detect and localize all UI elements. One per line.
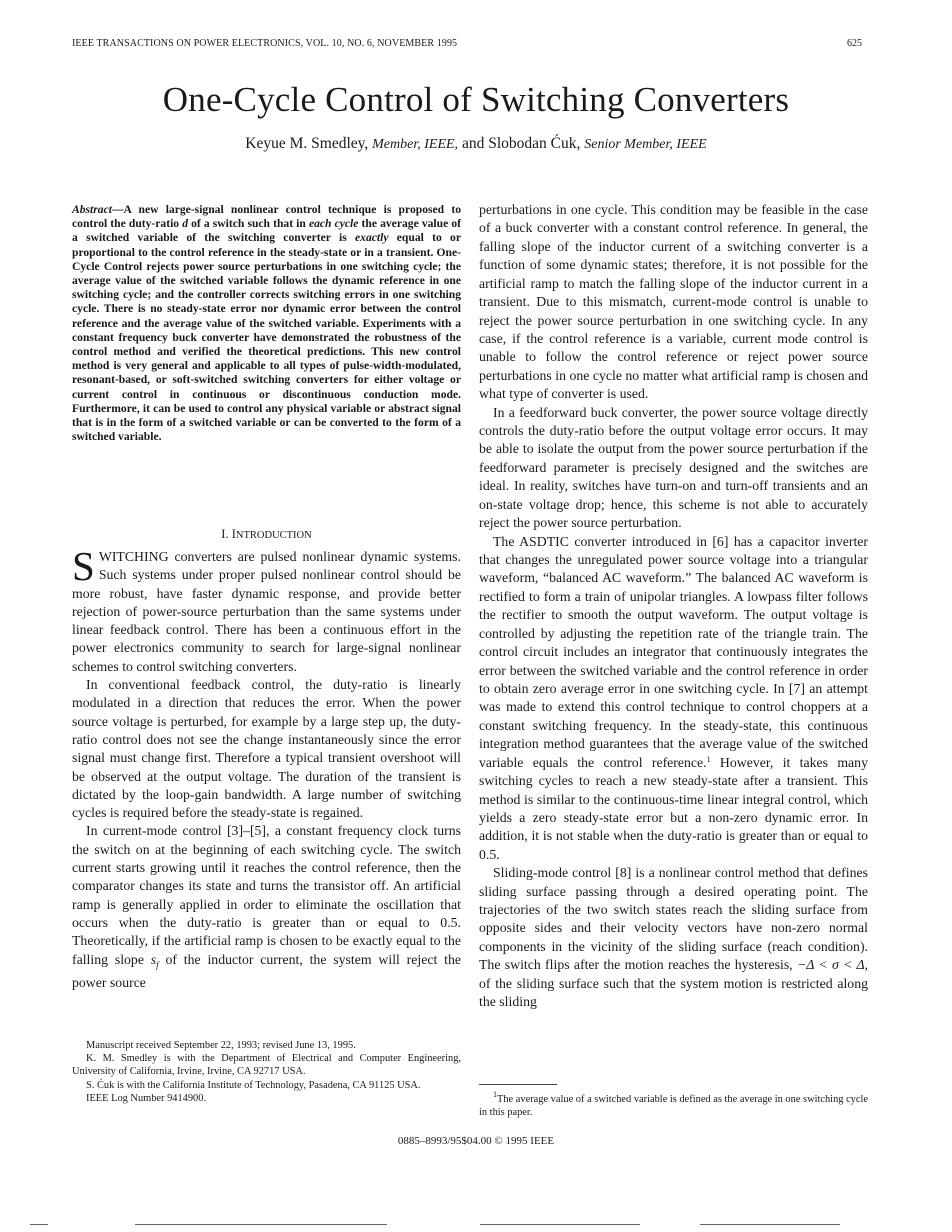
right-p3-text-b: However, it takes many switching cycles to reach a new steady-state after a transient. This method is similar to the continuous-time linear integral control, which yields a zero steady-state error but a non-zero dynamic error. In addition, it is not stable when the duty-ratio is greater than or equal to 0.5. (479, 754, 868, 862)
intro-p3-text-b: of the inductor current, the system will reject the power source (72, 951, 461, 990)
drop-cap: S (72, 543, 95, 589)
abstract-dash: — (111, 203, 124, 216)
footnote-log-number: IEEE Log Number 9414900. (86, 1092, 207, 1104)
scan-mark-center-left (135, 1224, 387, 1225)
copyright-footer: 0885–8993/95$04.00 © 1995 IEEE (397, 1135, 555, 1147)
running-header: IEEE TRANSACTIONS ON POWER ELECTRONICS, VOL. 10, NO. 6, NOVEMBER 1995 (72, 38, 458, 49)
footnote-1 (479, 1090, 868, 1119)
right-p3-text-a: The ASDTIC converter introduced in [6] has a capacitor inverter that changes the unregulated power source voltage into a triangular waveform, “balanced AC waveform.” The balanced AC waveform is rectified to form a train of unipolar triangles. A lowpass filter follows the rectifier to smooth the output waveform. The output voltage is controlled by adjusting the repetition rate of the triangle train. The control circuit includes an integrator that continuously integrates the error between the switched variable and the control reference in order to obtain zero average error in one switching cycle. In [7] an attempt was made to extend this control technique to control choppers at a constant switching frequency. In the steady-state, this continuous integration method guarantees that the average value of the switched variable equals the control reference. (479, 533, 868, 770)
abstract-emph-each-cycle: each cycle (308, 217, 359, 231)
hysteresis-expression: −Δ < σ < Δ (796, 957, 865, 973)
intro-paragraph-2: In conventional feedback control, the duty-ratio is linearly modulated in a direction that reduces the error. When the power source voltage is perturbed, for example by a large step up, the duty-ratio control does not see the change instantaneously since the error signal must change first. Therefore a typical transient overshoot will be observed at the output voltage. The duration of the transient is dictated by the loop-gain bandwidth. A large number of switching cycles is required before the steady-state is regained. (72, 677, 461, 821)
footnote-cuk: S. Ćuk is with the California Institute of Technology, Pasadena, CA 91125 USA. (86, 1079, 421, 1091)
scan-mark-left (30, 1224, 48, 1225)
var-s: s (150, 951, 157, 967)
intro-paragraph-1 (72, 543, 461, 676)
footnote-1-marker: 1 (493, 1090, 497, 1099)
right-p4-text-a: Sliding-mode control [8] is a nonlinear control method that defines sliding surface passing through a desired operating point. The trajectories of the two switch states reach the sliding surface from opposite sides and their velocity vectors have non-zero normal components in the vicinity of the sliding surface (reach condition). The switch flips after the motion reaches the hysteresis, (479, 865, 868, 973)
introduction-body (72, 543, 461, 992)
footnote-marker: 1 (706, 754, 711, 764)
right-paragraph-1: perturbations in one cycle. This condition may be feasible in the case of a buck converter with a constant control reference. In general, the falling slope of the inductor current of a switching converter is a function of some dynamic states; therefore, it is not possible for the artificial ramp to match the falling slope of the inductor current in a transient. Due to this mismatch, current-mode control is unable to reject the power source perturbation in one switching cycle. In any case, if the control reference is a variable, current mode control is unable to follow the control reference or reject power source perturbations in one cycle no matter what artificial ramp is chosen and what type of converter is used. (479, 202, 868, 402)
author-1: Keyue M. Smedley, (245, 135, 369, 152)
var-s-subscript: f (156, 959, 159, 970)
abstract-text-3: the average value of a switched variable of the switching converter is (72, 217, 461, 245)
abstract-label: Abstract (72, 203, 112, 216)
footnote-received: Manuscript received September 22, 1993; revised June 13, 1995. (86, 1040, 356, 1051)
footnote-rule (479, 1084, 557, 1085)
intro-p1-text: WITCHING converters are pulsed nonlinear dynamic systems. Such systems under proper pulsed nonlinear control should be more robust, have faster dynamic response, and provide better rejection of power-source perturbation than the same systems under linear feedback control. There has been a continuous effort in the power electronics community to search for large-signal nonlinear schemes to control switching converters. (72, 549, 461, 674)
right-paragraph-4 (479, 864, 868, 1011)
section-numeral: I. (221, 527, 229, 541)
intro-p3-text-a: In current-mode control [3]–[5], a constant frequency clock turns the switch on at the beginning of each switching cycle. The switch current starts growing until it reaches the control reference, then the comparator changes its state and turns the transistor off. An artificial ramp is generally applied in order to eliminate the oscillation that occurs when the duty-ratio is greater than or equal to 0.5. Theoretically, if the artificial ramp is chosen to be exactly equal to the falling slope (72, 823, 461, 967)
abstract-var-d: d (182, 217, 189, 231)
author-1-role: Member, IEEE, (372, 137, 459, 152)
right-paragraph-2: In a feedforward buck converter, the power source voltage directly controls the duty-ratio before the output voltage error occurs. It may be able to isolate the output from the power source perturbation if the feedforward parameter is precisely designed and the switches are ideal. In reality, switches have turn-on and turn-off transients and an on-state voltage drop; hence, this scheme is not able to accurately reject the power source perturbation. (479, 404, 868, 531)
author-2-role: Senior Member, IEEE (584, 137, 707, 152)
page-number: 625 (847, 38, 862, 49)
section-heading-introduction (72, 527, 461, 542)
abstract-text-2: of a switch such that in (188, 217, 309, 231)
footnote-smedley: K. M. Smedley is with the Department of Electrical and Computer Engineering, University of California, Irvine, Irvine, CA 92717 USA. (72, 1053, 461, 1078)
right-p4-text-b: , of the sliding surface such that the system motion is restricted along the sliding (479, 957, 868, 1010)
author-line (0, 135, 952, 153)
author-2: Slobodan Ćuk, (488, 135, 581, 152)
right-paragraph-3 (479, 533, 868, 865)
paper-title: One-Cycle Control of Switching Converters (162, 80, 790, 119)
abstract-text-1: A new large-signal nonlinear control technique is proposed to control the duty-ratio (72, 203, 461, 231)
scan-mark-right (700, 1224, 840, 1225)
intro-paragraph-3 (72, 822, 461, 991)
section-title-rest: NTRODUCTION (235, 530, 312, 541)
abstract-text-4: equal to or proportional to the control reference in the steady-state or in a transient. One-Cycle Control rejects power source perturbations in one switching cycle; the average value of the switched variable follows the dynamic reference in one switching cycle; and the controller corrects switching errors in one switching cycle. There is no steady-state error nor dynamic error between the control reference and the average value of the switched variable. Experiments with a constant frequency buck converter have demonstrated the robustness of the control method and verified the theoretical predictions. This new control method is very general and applicable to all types of pulse-width-modulated, resonant-based, or soft-switched switching converters for either voltage or current control in continuous or discontinuous conduction mode. Furthermore, it can be used to control any physical variable or abstract signal that is in the form of a switched variable or can be converted to the form of a switched variable. (72, 231, 461, 444)
abstract-emph-exactly: exactly (355, 231, 389, 245)
manuscript-footnotes (72, 1039, 461, 1105)
scan-mark-center-right (480, 1224, 640, 1225)
author-conjunction: and (461, 135, 485, 152)
abstract (72, 203, 461, 444)
footnote-1-text: The average value of a switched variable is defined as the average in one switching cycle in this paper. (479, 1094, 868, 1119)
section-title-cap: I (231, 527, 236, 541)
right-column-body (479, 201, 868, 1012)
